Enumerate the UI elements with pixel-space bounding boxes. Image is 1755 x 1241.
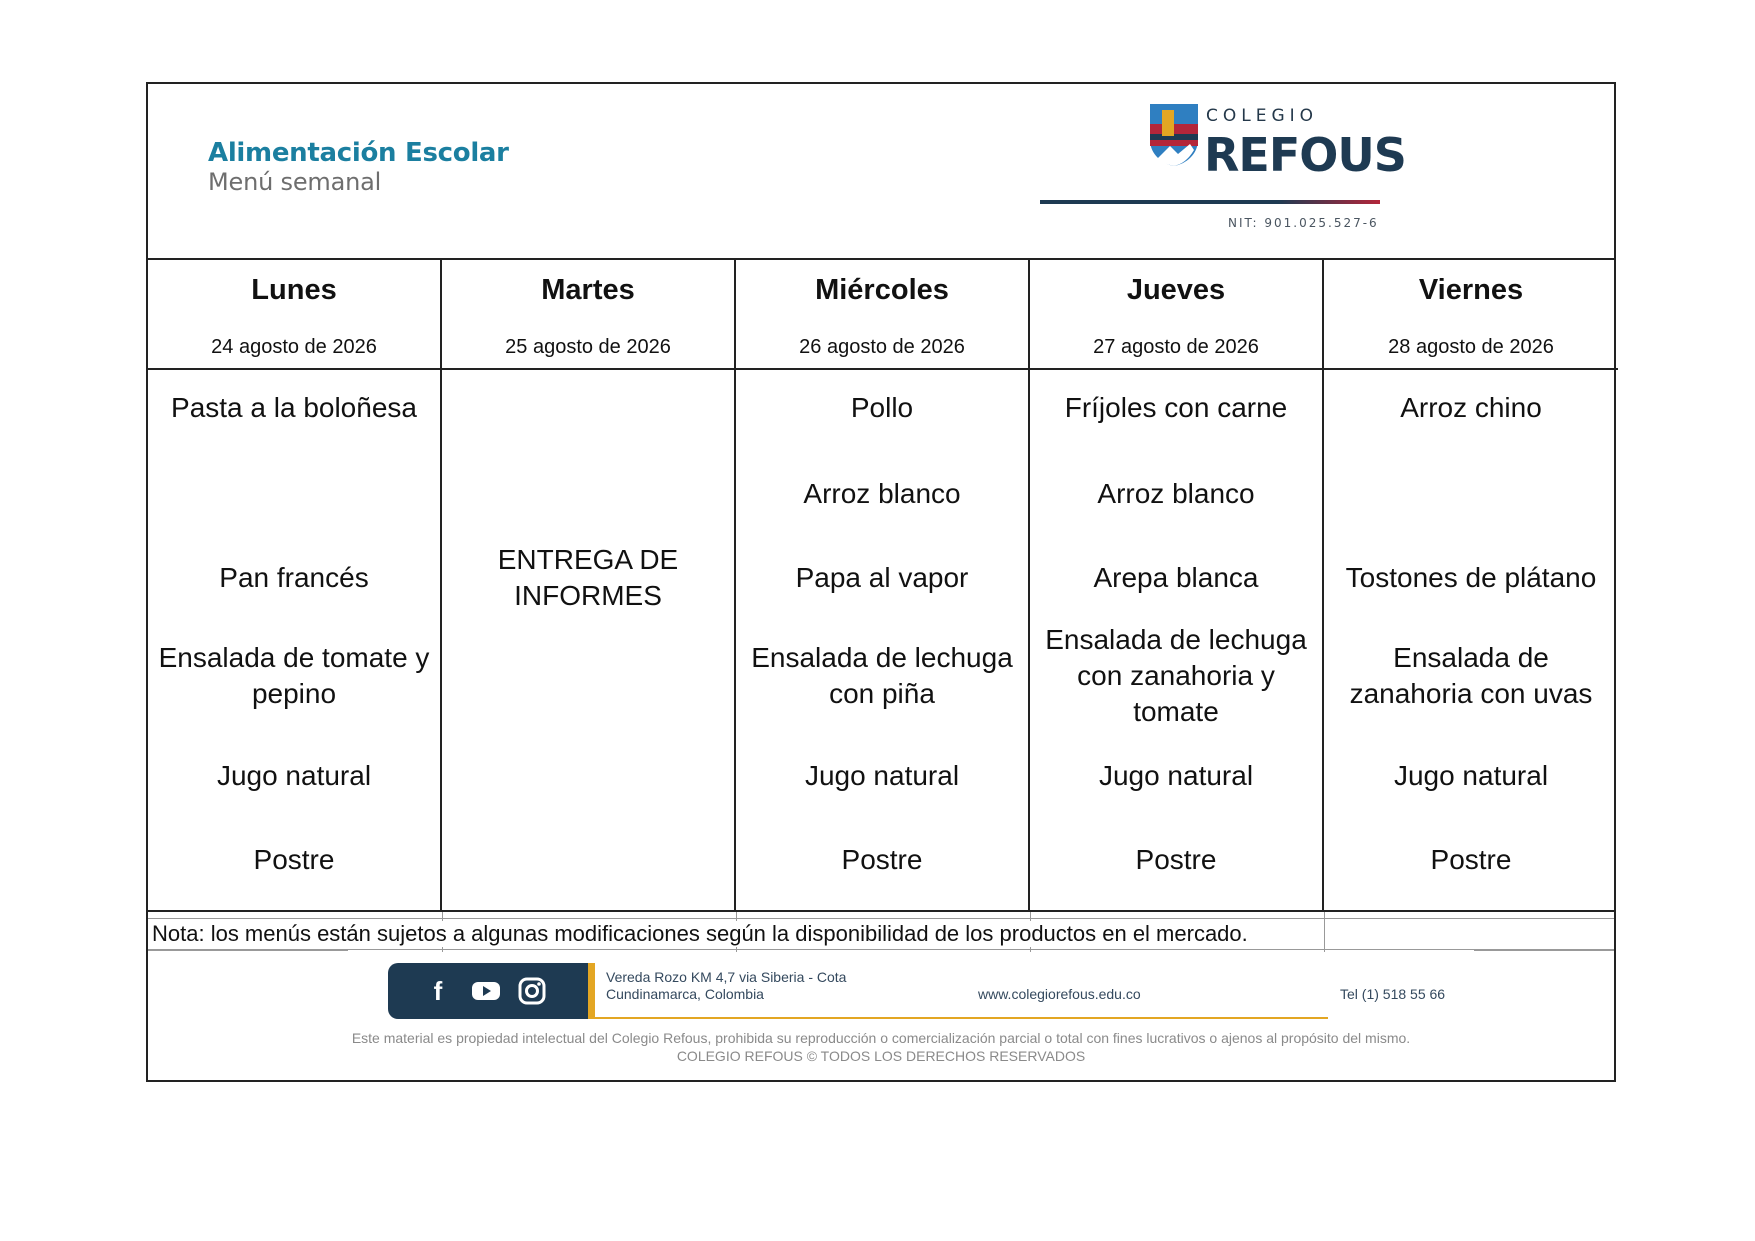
- menu-item-side: Arepa blanca: [1093, 562, 1259, 593]
- address-line-2: Cundinamarca, Colombia: [606, 986, 764, 1002]
- menu-item-main: Fríjoles con carne: [1064, 392, 1288, 423]
- legal-notice: [148, 1029, 1614, 1065]
- day-date: 25 agosto de 2026: [505, 336, 671, 358]
- day-date: 27 agosto de 2026: [1093, 336, 1259, 358]
- menu-item-main: Pasta a la boloñesa: [171, 392, 417, 423]
- document-subtitle: Menú semanal: [208, 168, 382, 196]
- legal-line-2: COLEGIO REFOUS © TODOS LOS DERECHOS RESERVADOS: [676, 1048, 1086, 1064]
- menu-item-side: Papa al vapor: [795, 562, 969, 593]
- menu-item-grain: Arroz blanco: [1097, 478, 1255, 509]
- disclaimer-note: Nota: los menús están sujetos a algunas modificaciones según la disponibilidad de los productos en el mercado.: [152, 921, 1248, 946]
- footer-rule-left: [148, 950, 348, 951]
- school-address: [606, 969, 846, 1003]
- day-name: Viernes: [1418, 274, 1524, 306]
- day-column-jueves: [1030, 258, 1324, 910]
- day-header: [1030, 258, 1322, 370]
- day-date: 24 agosto de 2026: [211, 336, 377, 358]
- day-header: [442, 258, 734, 370]
- day-column-viernes: [1324, 258, 1618, 910]
- menu-item-side: Pan francés: [219, 562, 369, 593]
- day-header: [148, 258, 440, 370]
- menu-item-drink: Jugo natural: [1393, 760, 1549, 791]
- menu-item-dessert: Postre: [253, 844, 335, 875]
- school-phone: Tel (1) 518 55 66: [1340, 986, 1446, 1002]
- menu-item-drink: Jugo natural: [804, 760, 960, 791]
- logo-nit: NIT: 901.025.527-6: [1228, 216, 1379, 230]
- footer-underline: [588, 1017, 1328, 1019]
- day-date: 26 agosto de 2026: [799, 336, 965, 358]
- menu-item-grain: Arroz blanco: [803, 478, 961, 509]
- menu-item-side: Tostones de plátano: [1345, 562, 1597, 593]
- menu-item-salad: Ensalada de lechuga con zanahoria y tomate: [1045, 624, 1307, 727]
- day-date: 28 agosto de 2026: [1388, 336, 1554, 358]
- menu-item-drink: Jugo natural: [1098, 760, 1254, 791]
- instagram-icon[interactable]: [516, 975, 548, 1007]
- menu-item-main: Arroz chino: [1400, 392, 1542, 423]
- day-column-martes: [442, 258, 736, 910]
- day-column-miercoles: [736, 258, 1030, 910]
- day-name: Miércoles: [815, 274, 949, 306]
- menu-item-main: Pollo: [850, 392, 914, 423]
- logo-underline: [1040, 200, 1380, 204]
- social-links-bar: [388, 963, 595, 1019]
- note-row: [148, 910, 1614, 950]
- logo-refous-text: REFOUS: [1204, 128, 1406, 182]
- document-header: [148, 84, 1614, 260]
- youtube-icon[interactable]: [470, 975, 502, 1007]
- document-title: Alimentación Escolar: [208, 138, 509, 168]
- day-header: [736, 258, 1028, 370]
- day-name: Lunes: [251, 274, 337, 306]
- menu-item-dessert: Postre: [1430, 844, 1512, 875]
- menu-item-salad: Ensalada de lechuga con piña: [751, 642, 1013, 709]
- menu-item-drink: Jugo natural: [216, 760, 372, 791]
- menu-document: [146, 82, 1616, 1082]
- menu-item-dessert: Postre: [841, 844, 923, 875]
- menu-item-dessert: Postre: [1135, 844, 1217, 875]
- day-column-lunes: [148, 258, 442, 910]
- facebook-icon[interactable]: f: [433, 976, 443, 1006]
- logo-colegio-text: COLEGIO: [1206, 106, 1319, 126]
- menu-item-salad: Ensalada de zanahoria con uvas: [1349, 642, 1593, 709]
- note-divider: [1324, 912, 1325, 952]
- day-header: [1324, 258, 1618, 370]
- school-shield-logo: [1148, 102, 1200, 168]
- legal-line-1: Este material es propiedad intelectual del Colegio Refous, prohibida su reproducción o comercialización parcial o total con fines lucrativos o ajenos al propósito del mismo.: [351, 1030, 1411, 1046]
- school-website-link[interactable]: www.colegiorefous.edu.co: [978, 986, 1141, 1002]
- footer-rule-right: [1474, 950, 1614, 951]
- day-name: Martes: [541, 274, 635, 306]
- address-line-1: Vereda Rozo KM 4,7 via Siberia - Cota: [606, 969, 847, 985]
- menu-item-salad: Ensalada de tomate y pepino: [158, 642, 430, 709]
- day-name: Jueves: [1126, 274, 1226, 306]
- special-event-text: ENTREGA DE INFORMES: [497, 544, 679, 611]
